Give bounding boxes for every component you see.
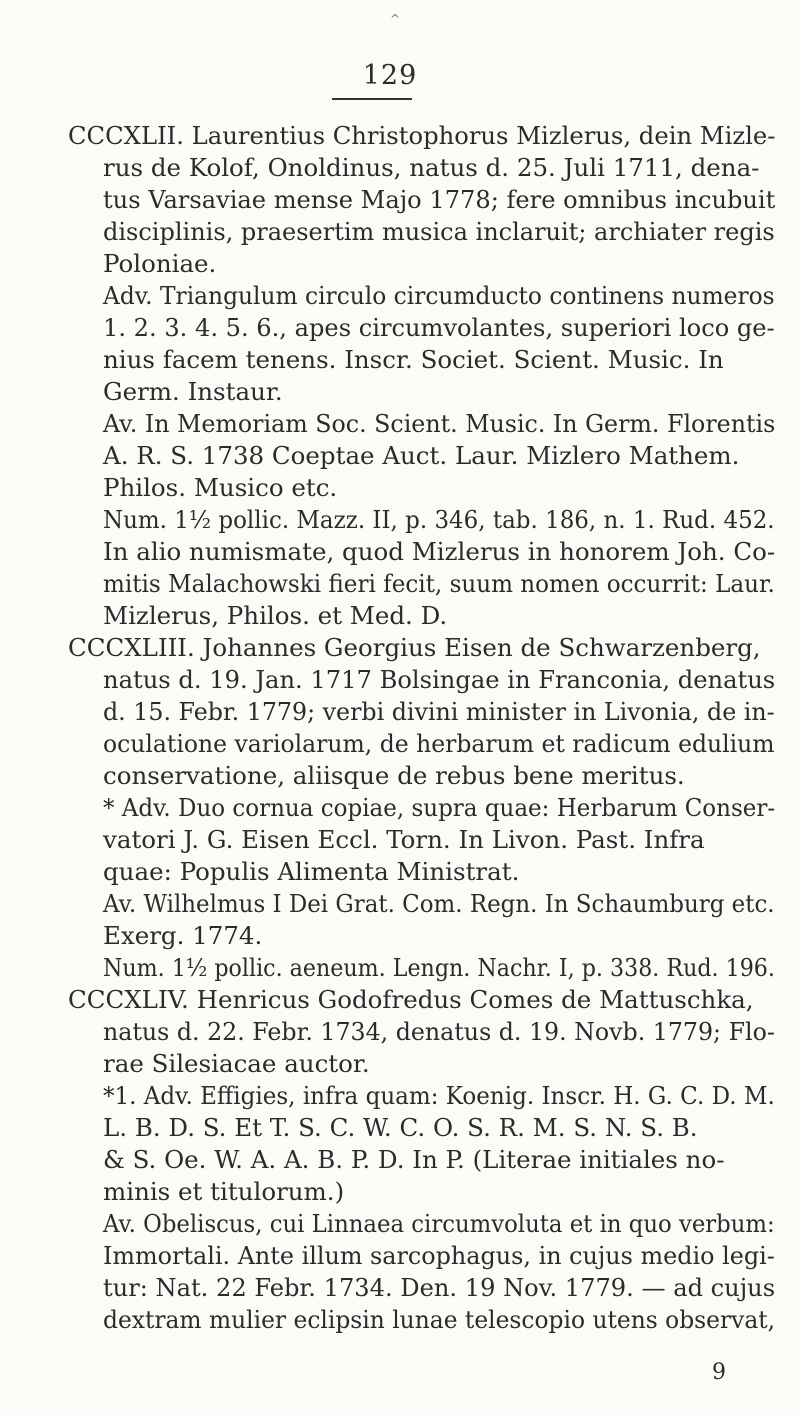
text-line: Poloniae.	[103, 249, 217, 278]
text-line: tus Varsaviae mense Majo 1778; fere omnibus incubuit	[103, 185, 776, 214]
top-mark: ^	[390, 12, 401, 26]
text-line: d. 15. Febr. 1779; verbi divini minister in Livonia, de in-	[103, 697, 775, 726]
text-line: tur: Nat. 22 Febr. 1734. Den. 19 Nov. 1779. — ad cujus	[103, 1273, 776, 1302]
text-line: CCCXLIV. Henricus Godofredus Comes de Mattuschka,	[68, 985, 754, 1014]
text-line: disciplinis, praesertim musica inclaruit; archiater regis	[103, 217, 775, 246]
text-line: Av. Obeliscus, cui Linnaea circumvoluta et in quo verbum:	[103, 1209, 775, 1238]
text-line: A. R. S. 1738 Coeptae Auct. Laur. Mizlero Mathem.	[103, 441, 740, 470]
text-line: nius facem tenens. Inscr. Societ. Scient. Music. In	[103, 345, 724, 374]
text-line: minis et titulorum.)	[103, 1177, 345, 1206]
signature-mark: 9	[712, 1360, 726, 1385]
text-line: CCCXLII. Laurentius Christophorus Mizlerus, dein Mizle-	[68, 121, 776, 150]
text-line: L. B. D. S. Et T. S. C. W. C. O. S. R. M. S. N. S. B.	[103, 1113, 698, 1142]
text-line: rus de Kolof, Onoldinus, natus d. 25. Juli 1711, dena-	[103, 153, 760, 182]
text-line: natus d. 19. Jan. 1717 Bolsingae in Franconia, denatus	[103, 665, 776, 694]
text-line: quae: Populis Alimenta Ministrat.	[103, 857, 520, 886]
text-line: Exerg. 1774.	[103, 921, 263, 950]
text-line: Num. 1½ pollic. Mazz. II, p. 346, tab. 186, n. 1. Rud. 452.	[103, 505, 775, 534]
text-line: Adv. Triangulum circulo circumducto continens numeros	[103, 281, 775, 310]
text-line: * Adv. Duo cornua copiae, supra quae: Herbarum Conser-	[103, 793, 776, 822]
text-line: In alio numismate, quod Mizlerus in honorem Joh. Co-	[103, 537, 776, 566]
text-line: CCCXLIII. Johannes Georgius Eisen de Schwarzenberg,	[68, 633, 761, 662]
text-line: Mizlerus, Philos. et Med. D.	[103, 601, 448, 630]
text-line: Philos. Musico etc.	[103, 473, 338, 502]
text-line: vatori J. G. Eisen Eccl. Torn. In Livon. Past. Infra	[103, 825, 705, 854]
text-line: dextram mulier eclipsin lunae telescopio utens observat,	[103, 1305, 776, 1334]
text-line: Germ. Instaur.	[103, 377, 283, 406]
text-line: mitis Malachowski fieri fecit, suum nomen occurrit: Laur.	[103, 569, 775, 598]
text-line: Num. 1½ pollic. aeneum. Lengn. Nachr. I, p. 338. Rud. 196.	[103, 953, 775, 982]
page-number: 129	[362, 60, 418, 91]
text-line: & S. Oe. W. A. A. B. P. D. In P. (Literae initiales no-	[103, 1145, 725, 1174]
text-line: *1. Adv. Effigies, infra quam: Koenig. Inscr. H. G. C. D. M.	[103, 1081, 775, 1110]
text-line: oculatione variolarum, de herbarum et radicum edulium	[103, 729, 775, 758]
text-line: Av. Wilhelmus I Dei Grat. Com. Regn. In Schaumburg etc.	[103, 889, 775, 918]
text-line: natus d. 22. Febr. 1734, denatus d. 19. Novb. 1779; Flo-	[103, 1017, 775, 1046]
text-line: Immortali. Ante illum sarcophagus, in cujus medio legi-	[103, 1241, 775, 1270]
text-line: conservatione, aliisque de rebus bene meritus.	[103, 761, 685, 790]
text-line: Av. In Memoriam Soc. Scient. Music. In Germ. Florentis	[103, 409, 776, 438]
text-line: 1. 2. 3. 4. 5. 6., apes circumvolantes, superiori loco ge-	[103, 313, 775, 342]
text-line: rae Silesiacae auctor.	[103, 1049, 370, 1078]
